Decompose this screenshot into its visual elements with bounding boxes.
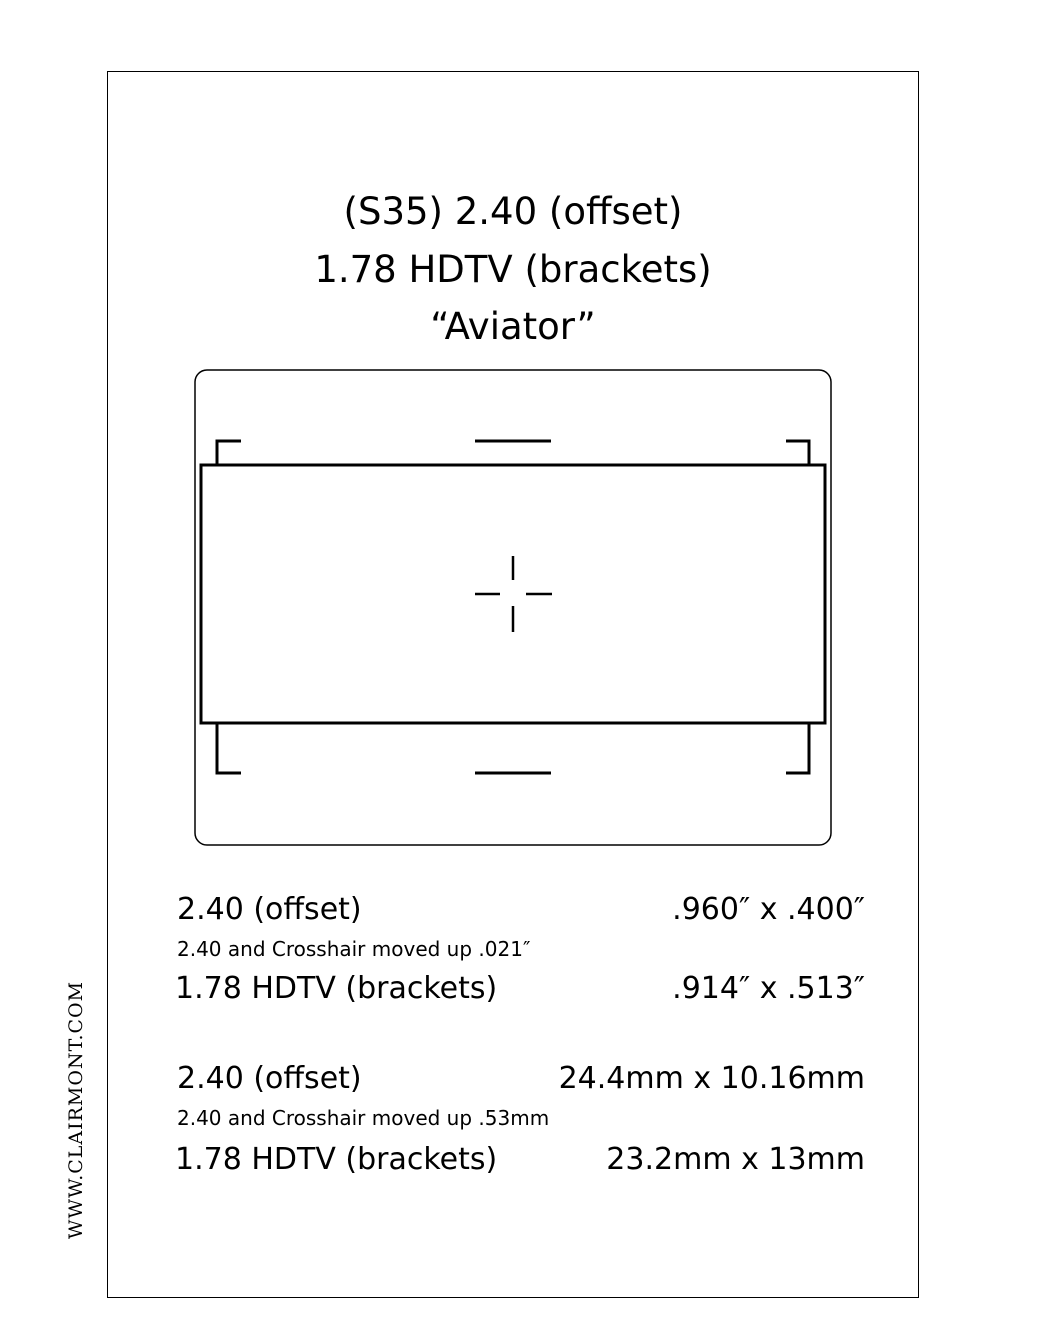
- spec-inch-secondary-value: .914″ x .513″: [672, 971, 865, 1006]
- spec-mm-secondary-value: 23.2mm x 13mm: [606, 1142, 865, 1177]
- spec-inch-primary-label: 2.40 (offset): [177, 892, 362, 927]
- spec-inch-note: 2.40 and Crosshair moved up .021″: [177, 937, 531, 961]
- bracket-top-left: [217, 441, 241, 465]
- bracket-bottom-left: [217, 723, 241, 773]
- bracket-top-right: [786, 441, 809, 465]
- spec-inch-primary-value: .960″ x .400″: [672, 892, 865, 927]
- frame-2-40-offset: [201, 465, 825, 723]
- title-film-name: “Aviator”: [430, 305, 596, 348]
- spec-inch-secondary-label: 1.78 HDTV (brackets): [175, 971, 498, 1006]
- title-hdtv-line: 1.78 HDTV (brackets): [314, 248, 712, 291]
- bracket-bottom-right: [786, 723, 809, 773]
- spec-mm-primary-value: 24.4mm x 10.16mm: [558, 1061, 865, 1096]
- watermark: WWW.CLAIRMONT.COM: [65, 980, 87, 1240]
- spec-mm-secondary-label: 1.78 HDTV (brackets): [175, 1142, 498, 1177]
- spec-mm-primary-label: 2.40 (offset): [177, 1061, 362, 1096]
- crosshair: [475, 556, 552, 632]
- title-format-line: (S35) 2.40 (offset): [343, 190, 683, 233]
- spec-mm-note: 2.40 and Crosshair moved up .53mm: [177, 1106, 550, 1130]
